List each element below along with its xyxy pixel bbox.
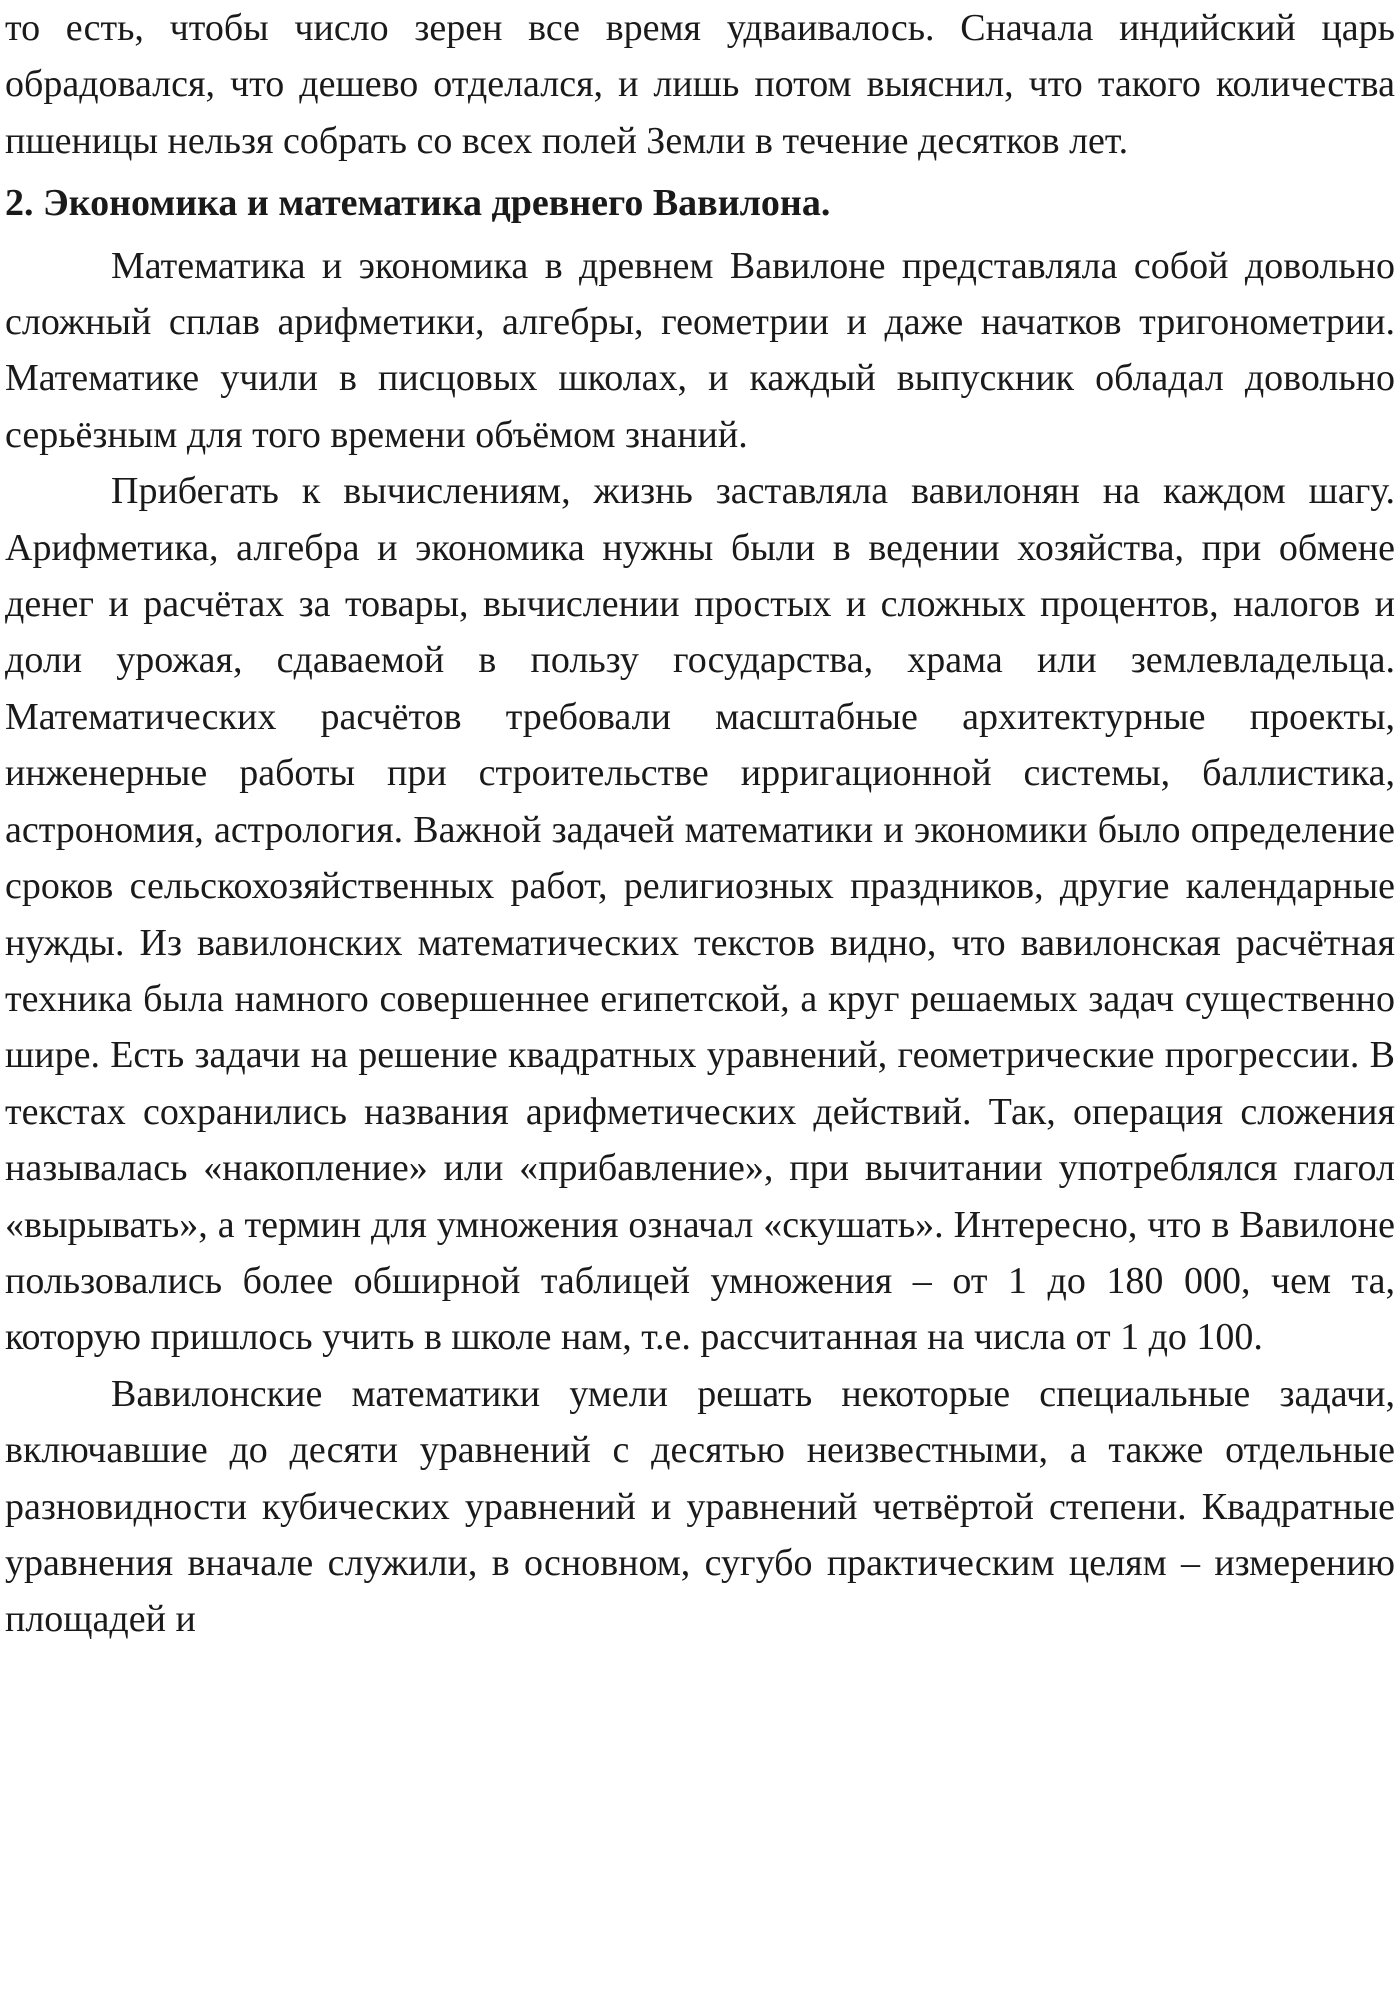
section-heading: 2. Экономика и математика древнего Вавилона. xyxy=(5,182,831,225)
paragraph-intro-continuation: то есть, чтобы число зерен все время удваивалось. Сначала индийский царь обрадовался, что дешево отделался, и лишь потом выяснил, что такого количества пшеницы нельзя собрать со всех полей Земли в течение десятков лет. xyxy=(5,7,1395,162)
paragraph-babylon-calculations: Прибегать к вычислениям, жизнь заставляла вавилонян на каждом шагу. Арифметика, алгебра и экономика нужны были в ведении хозяйства, при обмене денег и расчётах за товары, вычислении простых и сложных процентов, налогов и доли урожая, сдаваемой в пользу государства, храма или землевладельца. Математических расчётов требовали масштабные архитектурные проекты, инженерные работы при строительстве ирригационной системы, баллистика, астрономия, астрология. Важной задачей математики и экономики было определение сроков сельскохозяйственных работ, религиозных праздников, другие календарные нужды. Из вавилонских математических текстов видно, что вавилонская расчётная техника была намного совершеннее египетской, а круг решаемых задач существенно шире. Есть задачи на решение квадратных уравнений, геометрические прогрессии. В текстах сохранились названия арифметических действий. Так, операция сложения называлась «накопление» или «прибавление», при вычитании употреблялся глагол «вырывать», а термин для умножения означал «скушать». Интересно, что в Вавилоне пользовались более обширной таблицей умножения – от 1 до 180 000, чем та, которую пришлось учить в школе нам, т.е. рассчитанная на числа от 1 до 100. xyxy=(5,470,1395,1359)
paragraph-babylon-equations: Вавилонские математики умели решать некоторые специальные задачи, включавшие до десяти уравнений с десятью неизвестными, а также отдельные разновидности кубических уравнений и уравнений четвёртой степени. Квадратные уравнения вначале служили, в основном, сугубо практическим целям – измерению площадей и xyxy=(5,1372,1395,1641)
document-page xyxy=(5,0,1395,1648)
paragraph-babylon-math-overview: Математика и экономика в древнем Вавилоне представляла собой довольно сложный сплав арифметики, алгебры, геометрии и даже начатков тригонометрии. Математике учили в писцовых школах, и каждый выпускник обладал довольно серьёзным для того времени объёмом знаний. xyxy=(5,244,1395,456)
